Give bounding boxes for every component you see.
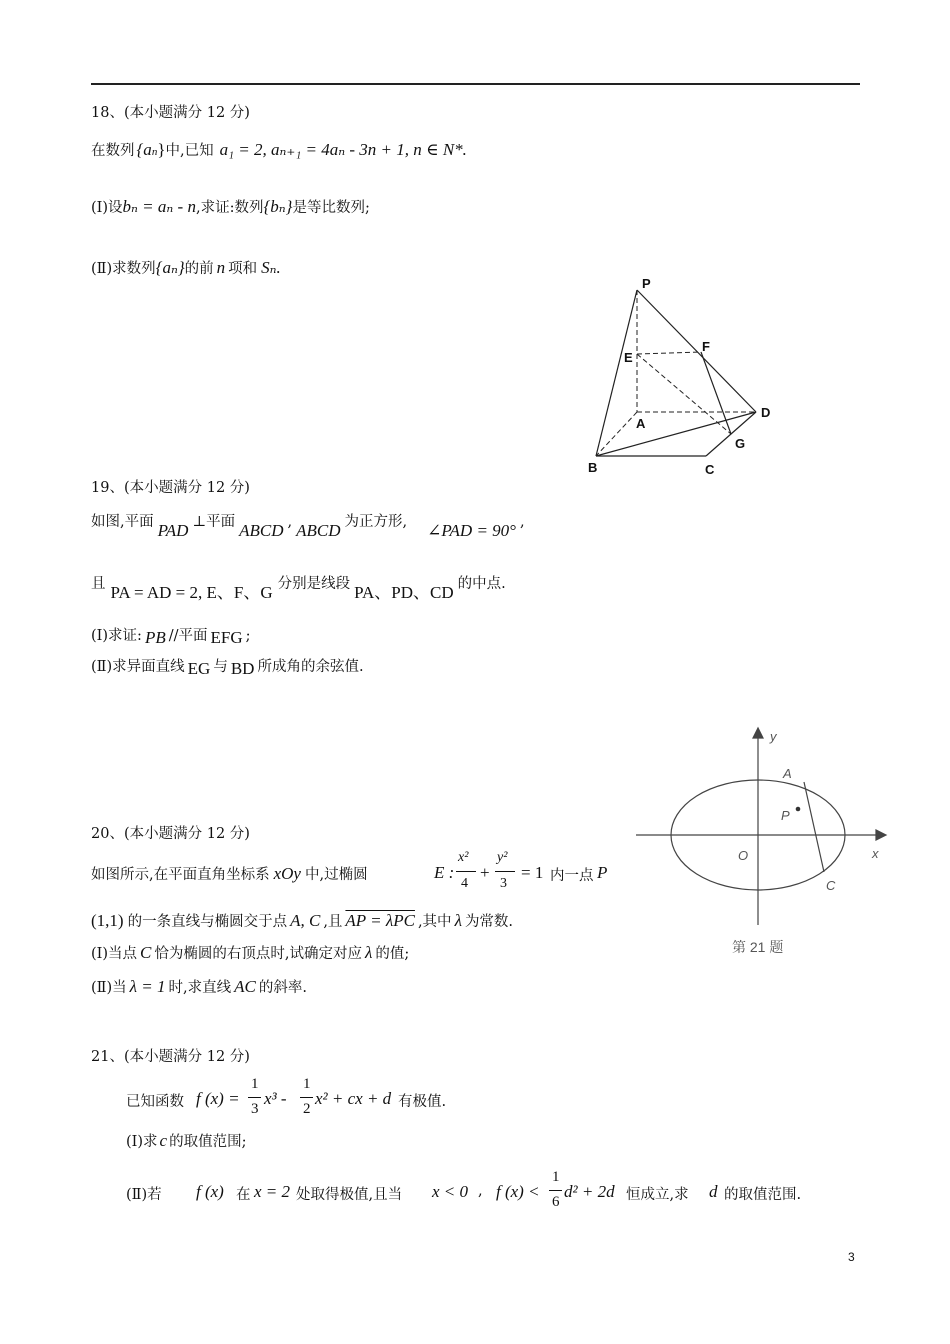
q19-l1-pad: PAD [157, 521, 189, 540]
q19-l2-text-b: 分别是线段 [277, 576, 351, 592]
q19-l1-text-c: , [519, 514, 525, 530]
q20-l1-e: E : [434, 863, 455, 882]
chord-ac [804, 782, 824, 872]
q18-part2-n: n [216, 258, 226, 277]
q21-l1-frac1-bar [248, 1097, 261, 1098]
q18-stem: 在数列 {an}中,已知 a₁ = 2, aₙ₊₁ = 4aₙ - 3n + 1, n ∈ N*. [91, 140, 467, 159]
q21-l1-num1: 1 [251, 1076, 259, 1092]
q21-p1-text-b: 的取值范围; [169, 1134, 247, 1150]
q20-p1-lambda: λ [365, 943, 373, 962]
q21-p2-text-d: , [478, 1183, 483, 1199]
q21-title: 21、(本小题满分 12 分) [91, 1049, 250, 1065]
q19-p2-text-a: (Ⅱ)求异面直线 [91, 659, 185, 675]
q21-l1-fx: f (x) = [196, 1089, 240, 1108]
label-d: D [761, 405, 771, 420]
edge-bd [596, 412, 756, 456]
q21-l1-den2: 2 [303, 1101, 311, 1117]
q19-p2-bd: BD [230, 659, 255, 678]
q20-title: 20、(本小题满分 12 分) [91, 826, 250, 842]
q20-l1-text-b: 中,过椭圆 [304, 867, 368, 883]
q21-p2-den: 6 [552, 1194, 560, 1210]
q18-part2-text-c: 项和 [228, 261, 258, 277]
q18-part2-seq: {aₙ} [155, 258, 185, 277]
edge-pb [596, 290, 637, 456]
q21-p2-text-f: 的取值范围. [724, 1187, 802, 1203]
q20-p2-cond: λ = 1 [129, 977, 166, 996]
q21-p2-x2: x = 2 [254, 1182, 291, 1201]
q19-p1-pb: PB [144, 628, 166, 647]
q19-part2 [91, 655, 364, 676]
point-p [796, 807, 801, 812]
q21-part2 [126, 1169, 826, 1223]
q19-p1-text-c: ; [245, 628, 251, 644]
figure-caption: 第 21 题 [732, 939, 784, 955]
q21-l1-x3: x³ - [264, 1089, 287, 1108]
q21-p2-text-e: 恒成立,求 [626, 1187, 689, 1203]
label-a: A [636, 416, 646, 431]
q20-part2 [91, 976, 307, 997]
q19-l2-text-c: 的中点. [457, 576, 506, 592]
q19-p2-text-b: 与 [213, 659, 228, 675]
label-origin: O [738, 848, 749, 863]
q18-part1-formula: bₙ = aₙ - n [122, 197, 196, 216]
label-b: B [588, 460, 598, 475]
q20-l1-text-a: 如图所示,在平面直角坐标系 [91, 867, 270, 883]
q19-l1-comma: , [287, 514, 293, 530]
q21-p2-text-a: (Ⅱ)若 [126, 1187, 162, 1203]
axis-label-y: y [770, 729, 777, 744]
q19-p1-efg: EFG [210, 628, 243, 647]
q21-p2-xlt: x < 0 [432, 1182, 469, 1201]
q21-p2-num: 1 [552, 1169, 560, 1185]
q21-p1-c: c [159, 1131, 168, 1150]
q21-p2-d: d [709, 1182, 718, 1201]
q20-l1-frac1-bar [456, 871, 476, 872]
header-rule [91, 83, 860, 85]
label-point-c: C [826, 878, 836, 893]
q20-l2-text-d: 为常数. [464, 914, 514, 930]
q19-line2 [91, 568, 506, 602]
x-axis-arrow [876, 830, 886, 840]
q18-part2-text-b: 的前 [184, 261, 214, 277]
q19-p2-text-c: 所成角的余弦值. [257, 659, 364, 675]
q20-l2-ac: A, C [290, 911, 321, 930]
ellipse-figure [636, 720, 892, 964]
q21-part1 [126, 1130, 246, 1151]
q21-p2-text-c: 处取得极值,且当 [296, 1187, 403, 1203]
q18-part1-text-a: (Ⅰ)设 [91, 200, 123, 216]
label-g: G [735, 436, 746, 451]
q19-l2-formula: PA = AD = 2, E、F、G [110, 583, 273, 602]
q21-p2-fx: f (x) [196, 1182, 224, 1201]
q19-p1-text-b: //平面 [168, 628, 208, 644]
q18-part1 [91, 196, 370, 217]
q21-l1-den1: 3 [251, 1101, 259, 1117]
q20-p1-text-a: (Ⅰ)当点 [91, 946, 138, 962]
label-point-p: P [781, 808, 790, 823]
q18-part2 [91, 257, 281, 278]
q19-line1 [91, 510, 525, 540]
page-number: 3 [848, 1250, 855, 1264]
edge-ab [596, 412, 637, 456]
label-p: P [642, 276, 651, 291]
q20-p2-text-c: 的斜率. [258, 980, 307, 996]
q19-l1-text-b: 为正方形, [344, 514, 408, 530]
q19-l1-perp: ⊥平面 [192, 514, 236, 530]
q20-p1-c: C [140, 943, 152, 962]
q19-part1 [91, 624, 251, 645]
q20-l1-x2: x² [458, 850, 469, 865]
q20-line1 [91, 850, 621, 903]
q20-p1-text-b: 恰为椭圆的右顶点时,试确定对应 [154, 946, 362, 962]
q21-l1-text-b: 有极值. [398, 1094, 447, 1110]
q20-l1-text-c: 内一点 [550, 868, 594, 884]
q18-stem-formula: a₁ = 2, aₙ₊₁ = 4aₙ - 3n + 1, n ∈ N*. [219, 140, 467, 159]
q21-p1-text-a: (Ⅰ)求 [126, 1134, 158, 1150]
segment-ef [637, 352, 701, 354]
y-axis-arrow [753, 728, 763, 738]
pyramid-figure [580, 270, 780, 482]
q20-l1-four: 4 [461, 876, 468, 891]
q18-stem-text-a: 在数列 [91, 143, 135, 159]
label-point-a: A [783, 766, 792, 781]
q20-p2-ac: AC [234, 977, 256, 996]
q20-l1-p: P [597, 863, 608, 882]
q20-l1-frac2-bar [495, 871, 515, 872]
q19-p2-eg: EG [187, 659, 211, 678]
q19-l1-abcd2: ABCD [296, 521, 341, 540]
q20-l2-vector-eq: AP = λPC [345, 911, 415, 930]
q18-part1-text-c: 是等比数列; [292, 200, 370, 216]
q20-p2-text-b: 时,求直线 [168, 980, 232, 996]
q21-l1-frac2-bar [300, 1097, 313, 1098]
q19-l1-text-a: 如图,平面 [91, 514, 154, 530]
q18-part2-s: Sₙ. [261, 258, 281, 277]
q20-l1-eq: = 1 [521, 863, 544, 882]
q20-line2 [91, 910, 513, 931]
q19-l2-text-a: 且 [91, 576, 106, 592]
q20-l1-y2: y² [497, 850, 508, 865]
q21-l1-rest: x² + cx + d [315, 1089, 392, 1108]
q20-p2-text-a: (Ⅱ)当 [91, 980, 127, 996]
label-c: C [705, 462, 715, 477]
q21-p2-text-b: 在 [236, 1187, 251, 1203]
q20-l1-xoy: xOy [273, 864, 301, 883]
q18-stem-text-b: 中,已知 [165, 143, 214, 159]
q21-p2-frac-bar [549, 1190, 562, 1191]
q20-p1-text-d: 的值; [375, 946, 410, 962]
label-e: E [624, 350, 633, 365]
q21-p2-ineq: f (x) < [496, 1182, 540, 1201]
q18-title: 18、(本小题满分 12 分) [91, 105, 250, 121]
q20-l1-plus: + [480, 863, 490, 882]
q19-l1-angle: ∠PAD = 90° [427, 521, 516, 540]
q20-l2-point: (1,1) [91, 911, 124, 930]
q21-l1-num2: 1 [303, 1076, 311, 1092]
q18-part2-text-a: (Ⅱ)求数列 [91, 261, 156, 277]
q19-l1-abcd: ABCD [239, 521, 284, 540]
q20-l1-three: 3 [500, 876, 507, 891]
label-f: F [702, 339, 710, 354]
q21-p2-d2: d² + 2d [564, 1182, 615, 1201]
q19-p1-text-a: (Ⅰ)求证: [91, 628, 142, 644]
q20-l2-text-b: ,且 [323, 914, 343, 930]
q20-l2-text-a: 的一条直线与椭圆交于点 [127, 914, 288, 930]
q19-l2-segs: PA、PD、CD [354, 583, 454, 602]
q18-part1-seq: {bₙ} [263, 197, 293, 216]
q20-part1 [91, 942, 409, 963]
q21-l1-text-a: 已知函数 [126, 1094, 184, 1110]
q20-l2-lambda: λ [454, 911, 462, 930]
q20-l2-text-c: ,其中 [417, 914, 452, 930]
q18-stem-seq: {a [136, 140, 152, 159]
q18-part1-text-b: ,求证:数列 [195, 200, 264, 216]
q19-title: 19、(本小题满分 12 分) [91, 480, 250, 496]
q21-line1 [126, 1076, 486, 1130]
edge-pd [637, 290, 756, 412]
axis-label-x: x [872, 846, 879, 861]
